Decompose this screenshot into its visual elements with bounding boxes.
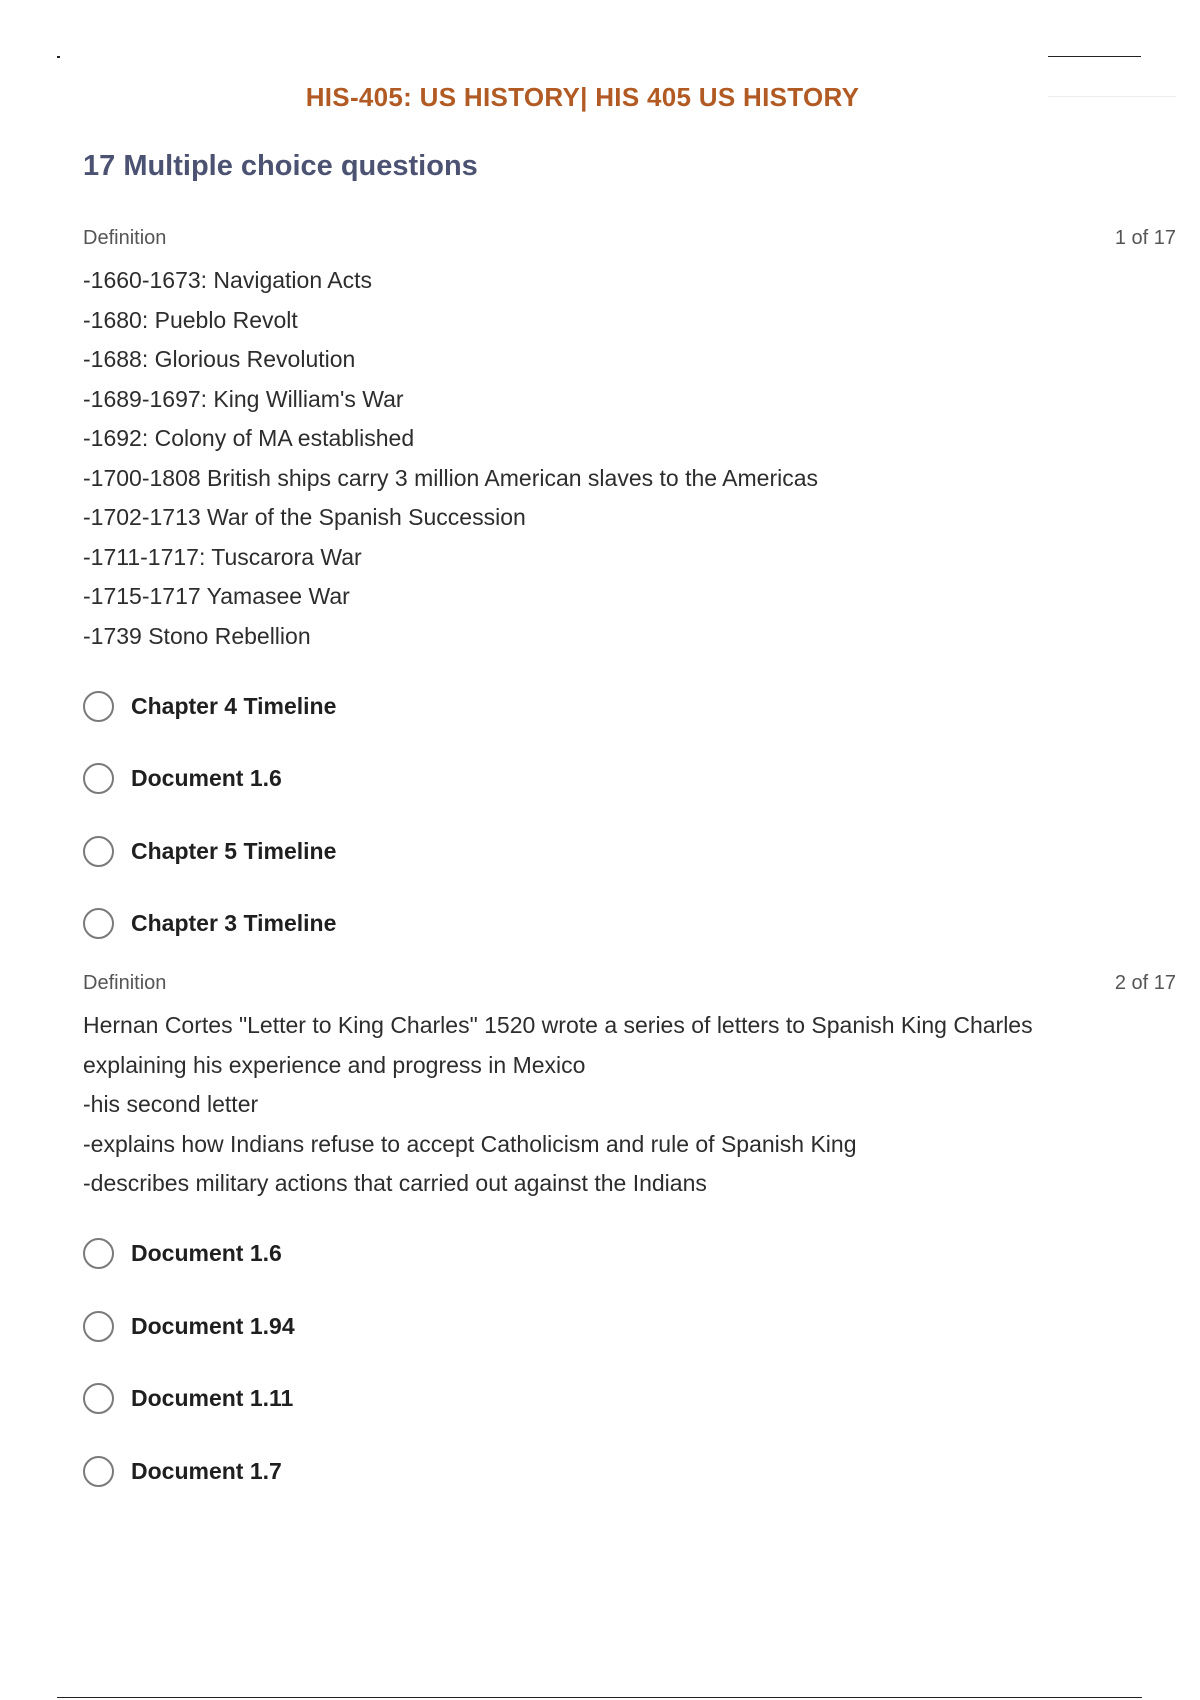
radio-button[interactable] xyxy=(83,1383,114,1414)
top-rule xyxy=(1048,56,1141,57)
question-counter: 1 of 17 xyxy=(1114,227,1176,249)
definition-line: -1700-1808 British ships carry 3 million American slaves to the Americas xyxy=(83,464,819,491)
definition-line: -1660-1673: Navigation Acts xyxy=(83,267,372,293)
definition-line: -1688: Glorious Revolution xyxy=(83,346,356,372)
section-title: 17 Multiple choice questions xyxy=(83,150,478,182)
document-header: HIS-405: US HISTORY| HIS 405 US HISTORY xyxy=(305,82,860,112)
radio-button[interactable] xyxy=(83,1456,114,1487)
definition-line: -1680: Pueblo Revolt xyxy=(83,306,298,333)
definition-line: -describes military actions that carried out against the Indians xyxy=(83,1170,707,1196)
answer-options xyxy=(83,1218,1176,1508)
definition-line: -1739 Stono Rebellion xyxy=(83,622,311,649)
radio-button[interactable] xyxy=(83,836,114,867)
definition-line: Hernan Cortes "Letter to King Charles" 1520 wrote a series of letters to Spanish King Charles xyxy=(83,1012,1033,1038)
definition-label: Definition xyxy=(83,972,167,994)
answer-option-label: Chapter 4 Timeline xyxy=(131,692,337,719)
question-header xyxy=(83,227,1176,255)
answer-option-label: Document 1.7 xyxy=(131,1457,282,1484)
question-counter: 2 of 17 xyxy=(1114,972,1176,994)
definition-line: -1711-1717: Tuscarora War xyxy=(83,543,362,570)
answer-option[interactable] xyxy=(83,743,1176,816)
definition-line: -1692: Colony of MA established xyxy=(83,425,415,451)
definition-line: -1702-1713 War of the Spanish Succession xyxy=(83,504,526,530)
question-card xyxy=(83,972,1176,1508)
answer-option[interactable] xyxy=(83,1435,1176,1508)
bottom-rule xyxy=(57,1697,1142,1698)
answer-option[interactable] xyxy=(83,1290,1176,1363)
corner-mark xyxy=(57,56,60,58)
radio-button[interactable] xyxy=(83,691,114,722)
definition-line: -his second letter xyxy=(83,1091,259,1117)
definition-line: -explains how Indians refuse to accept Catholicism and rule of Spanish King xyxy=(83,1130,857,1157)
definition-label: Definition xyxy=(83,227,167,249)
definition-line: -1715-1717 Yamasee War xyxy=(83,583,350,609)
definition-line: explaining his experience and progress in Mexico xyxy=(83,1051,586,1078)
answer-option[interactable] xyxy=(83,1363,1176,1436)
answer-option-label: Chapter 5 Timeline xyxy=(131,837,337,864)
radio-button[interactable] xyxy=(83,1238,114,1269)
definition-text xyxy=(83,261,1176,656)
radio-button[interactable] xyxy=(83,1311,114,1342)
answer-option-label: Document 1.6 xyxy=(131,1240,282,1267)
definition-line: -1689-1697: King William's War xyxy=(83,385,404,412)
answer-options xyxy=(83,670,1176,960)
definition-text xyxy=(83,1006,1176,1204)
answer-option-label: Document 1.6 xyxy=(131,765,282,792)
answer-option-label: Chapter 3 Timeline xyxy=(131,910,337,937)
radio-button[interactable] xyxy=(83,908,114,939)
answer-option[interactable] xyxy=(83,815,1176,888)
answer-option-label: Document 1.94 xyxy=(131,1312,295,1339)
answer-option[interactable] xyxy=(83,888,1176,961)
answer-option-label: Document 1.11 xyxy=(131,1385,294,1412)
answer-option[interactable] xyxy=(83,670,1176,743)
question-card xyxy=(83,227,1176,960)
question-header xyxy=(83,972,1176,1000)
answer-option[interactable] xyxy=(83,1218,1176,1291)
radio-button[interactable] xyxy=(83,763,114,794)
